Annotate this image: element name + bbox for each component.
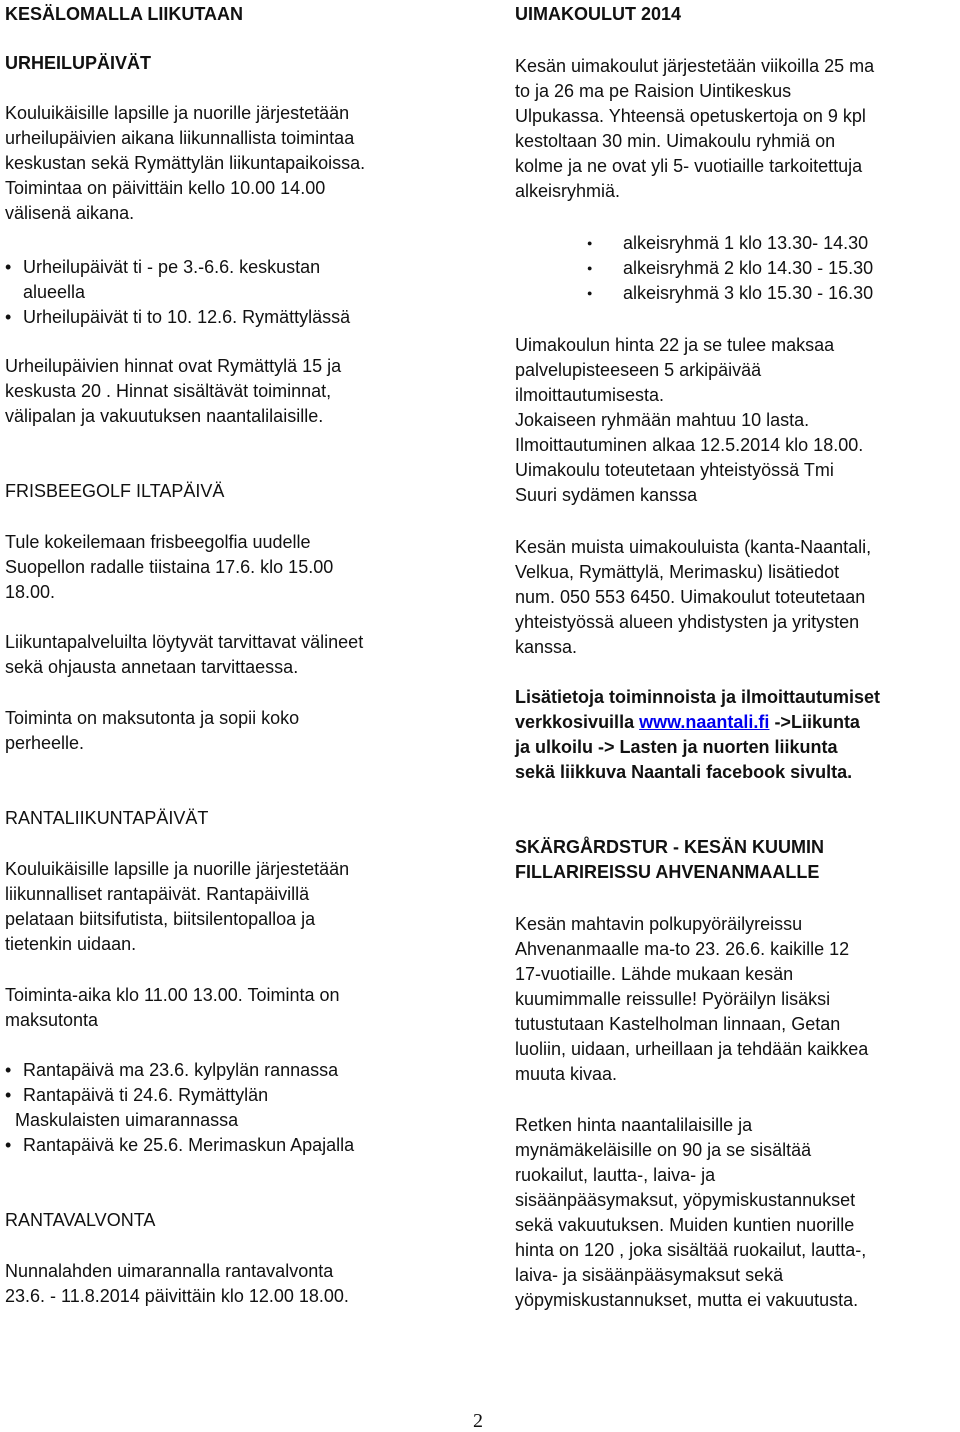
paragraph-line: Kesän uimakoulut järjestetään viikoilla 25 ma xyxy=(515,56,875,76)
price-line: keskusta 20 . Hinnat sisältävät toiminnat, xyxy=(5,381,332,401)
ranta-heading: RANTALIIKUNTAPÄIVÄT xyxy=(5,808,209,828)
group-item: ● alkeisryhmä 1 klo 13.30- 14.30 xyxy=(623,231,868,256)
paragraph-line: keskustan sekä Rymättylän liikuntapaikoissa. xyxy=(5,153,366,173)
paragraph-line: maksutonta xyxy=(5,1010,99,1030)
bullet-item: • Rantapäivä ke 25.6. Merimaskun Apajalla xyxy=(23,1133,354,1158)
skargard-heading: FILLARIREISSU AHVENANMAALLE xyxy=(515,862,820,882)
info-line-with-link xyxy=(515,710,860,735)
paragraph-line: Kesän mahtavin polkupyöräilyreissu xyxy=(515,914,803,934)
paragraph-line: Retken hinta naantalilaisille ja xyxy=(515,1115,753,1135)
paragraph-line: Toiminta-aika klo 11.00 13.00. Toiminta on xyxy=(5,985,340,1005)
uima-heading: UIMAKOULUT 2014 xyxy=(515,4,682,24)
info-line: ja ulkoilu -> Lasten ja nuorten liikunta xyxy=(515,737,838,757)
price-line: Suuri sydämen kanssa xyxy=(515,485,698,505)
bullet-item: • Rantapäivä ti 24.6. Rymättylän xyxy=(23,1083,268,1108)
paragraph-line: alkeisryhmiä. xyxy=(515,181,621,201)
valvonta-heading: RANTAVALVONTA xyxy=(5,1210,156,1230)
paragraph-line: välisenä aikana. xyxy=(5,203,135,223)
paragraph-line: 17-vuotiaille. Lähde mukaan kesän xyxy=(515,964,794,984)
paragraph-line: urheilupäivien aikana liikunnallista toimintaa xyxy=(5,128,355,148)
paragraph-line: kestoltaan 30 min. Uimakoulu ryhmiä on xyxy=(515,131,836,151)
paragraph-line: Ahvenanmaalle ma-to 23. 26.6. kaikille 12 xyxy=(515,939,850,959)
paragraph-line: hinta on 120 , joka sisältää ruokailut, lautta-, xyxy=(515,1240,867,1260)
paragraph-line: num. 050 553 6450. Uimakoulut toteutetaan xyxy=(515,587,866,607)
paragraph-line: kuumimmalle reissulle! Pyöräilyn lisäksi xyxy=(515,989,831,1009)
bullet-item: • Urheilupäivät ti to 10. 12.6. Rymättylässä xyxy=(23,305,350,330)
price-line: Uimakoulu toteutetaan yhteistyössä Tmi xyxy=(515,460,834,480)
paragraph-line: Tule kokeilemaan frisbeegolfia uudelle xyxy=(5,532,311,552)
main-title: KESÄLOMALLA LIIKUTAAN xyxy=(5,4,243,24)
price-line: palvelupisteeseen 5 arkipäivää xyxy=(515,360,762,380)
paragraph-line: Suopellon radalle tiistaina 17.6. klo 15.00 xyxy=(5,557,334,577)
page-number: 2 xyxy=(473,1410,483,1432)
paragraph-line: sisäänpääsymaksut, yöpymiskustannukset xyxy=(515,1190,856,1210)
info-text: ->Liikunta xyxy=(769,712,860,732)
urheilupaivat-heading: URHEILUPÄIVÄT xyxy=(5,53,152,73)
naantali-link[interactable]: www.naantali.fi xyxy=(639,712,770,732)
paragraph-line: yhteistyössä alueen yhdistysten ja yritysten xyxy=(515,612,860,632)
paragraph-line: kanssa. xyxy=(515,637,578,657)
paragraph-line: mynämäkeläisille on 90 ja se sisältää xyxy=(515,1140,812,1160)
paragraph-line: ruokailut, lautta-, laiva- ja xyxy=(515,1165,716,1185)
paragraph-line: to ja 26 ma pe Raision Uintikeskus xyxy=(515,81,792,101)
paragraph-line: perheelle. xyxy=(5,733,85,753)
paragraph-line: Ulpukassa. Yhteensä opetuskertoja on 9 kpl xyxy=(515,106,866,126)
paragraph-line: luoliin, uidaan, urheillaan ja tehdään kaikkea xyxy=(515,1039,869,1059)
paragraph-line: Nunnalahden uimarannalla rantavalvonta xyxy=(5,1261,334,1281)
paragraph-line: sekä vakuutuksen. Muiden kuntien nuorille xyxy=(515,1215,855,1235)
frisbee-heading: FRISBEEGOLF ILTAPÄIVÄ xyxy=(5,481,225,501)
paragraph-line: yöpymiskustannukset, mutta ei vakuutusta. xyxy=(515,1290,859,1310)
paragraph-line: tutustutaan Kastelholman linnaan, Getan xyxy=(515,1014,841,1034)
paragraph-line: Toimintaa on päivittäin kello 10.00 14.00 xyxy=(5,178,326,198)
paragraph-line: sekä ohjausta annetaan tarvittaessa. xyxy=(5,657,299,677)
bullet-item: • Rantapäivä ma 23.6. kylpylän rannassa xyxy=(23,1058,338,1083)
info-text: verkkosivuilla xyxy=(515,712,640,732)
paragraph-line: Liikuntapalveluilta löytyvät tarvittavat välineet xyxy=(5,632,364,652)
paragraph-line: liikunnalliset rantapäivät. Rantapäivillä xyxy=(5,884,310,904)
paragraph-line: 23.6. - 11.8.2014 päivittäin klo 12.00 18.00. xyxy=(5,1286,349,1306)
paragraph-line: pelataan biitsifutista, biitsilentopalloa ja xyxy=(5,909,316,929)
paragraph-line: Kesän muista uimakouluista (kanta-Naantali, xyxy=(515,537,872,557)
paragraph-line: Toiminta on maksutonta ja sopii koko xyxy=(5,708,300,728)
info-line: Lisätietoja toiminnoista ja ilmoittautumiset xyxy=(515,687,881,707)
price-line: Urheilupäivien hinnat ovat Rymättylä 15 ja xyxy=(5,356,342,376)
price-line: Ilmoittautuminen alkaa 12.5.2014 klo 18.00. xyxy=(515,435,864,455)
paragraph-line: 18.00. xyxy=(5,582,56,602)
skargard-heading: SKÄRGÅRDSTUR - KESÄN KUUMIN xyxy=(515,837,824,857)
bullet-item-continued: alueella xyxy=(23,282,86,302)
group-item: ● alkeisryhmä 3 klo 15.30 - 16.30 xyxy=(623,281,873,306)
price-line: Jokaiseen ryhmään mahtuu 10 lasta. xyxy=(515,410,810,430)
paragraph-line: Kouluikäisille lapsille ja nuorille järjestetään xyxy=(5,103,350,123)
price-line: ilmoittautumisesta. xyxy=(515,385,665,405)
paragraph-line: muuta kivaa. xyxy=(515,1064,618,1084)
paragraph-line: Velkua, Rymättylä, Merimasku) lisätiedot xyxy=(515,562,840,582)
paragraph-line: tietenkin uidaan. xyxy=(5,934,137,954)
price-line: välipalan ja vakuutuksen naantalilaisille. xyxy=(5,406,324,426)
price-line: Uimakoulun hinta 22 ja se tulee maksaa xyxy=(515,335,835,355)
bullet-item-continued: Maskulaisten uimarannassa xyxy=(15,1110,239,1130)
bullet-item: • Urheilupäivät ti - pe 3.-6.6. keskustan xyxy=(23,255,320,280)
group-item: ● alkeisryhmä 2 klo 14.30 - 15.30 xyxy=(623,256,873,281)
paragraph-line: kolme ja ne ovat yli 5- vuotiaille tarkoitettuja xyxy=(515,156,863,176)
info-line: sekä liikkuva Naantali facebook sivulta. xyxy=(515,762,853,782)
paragraph-line: laiva- ja sisäänpääsymaksut sekä xyxy=(515,1265,784,1285)
paragraph-line: Kouluikäisille lapsille ja nuorille järjestetään xyxy=(5,859,350,879)
